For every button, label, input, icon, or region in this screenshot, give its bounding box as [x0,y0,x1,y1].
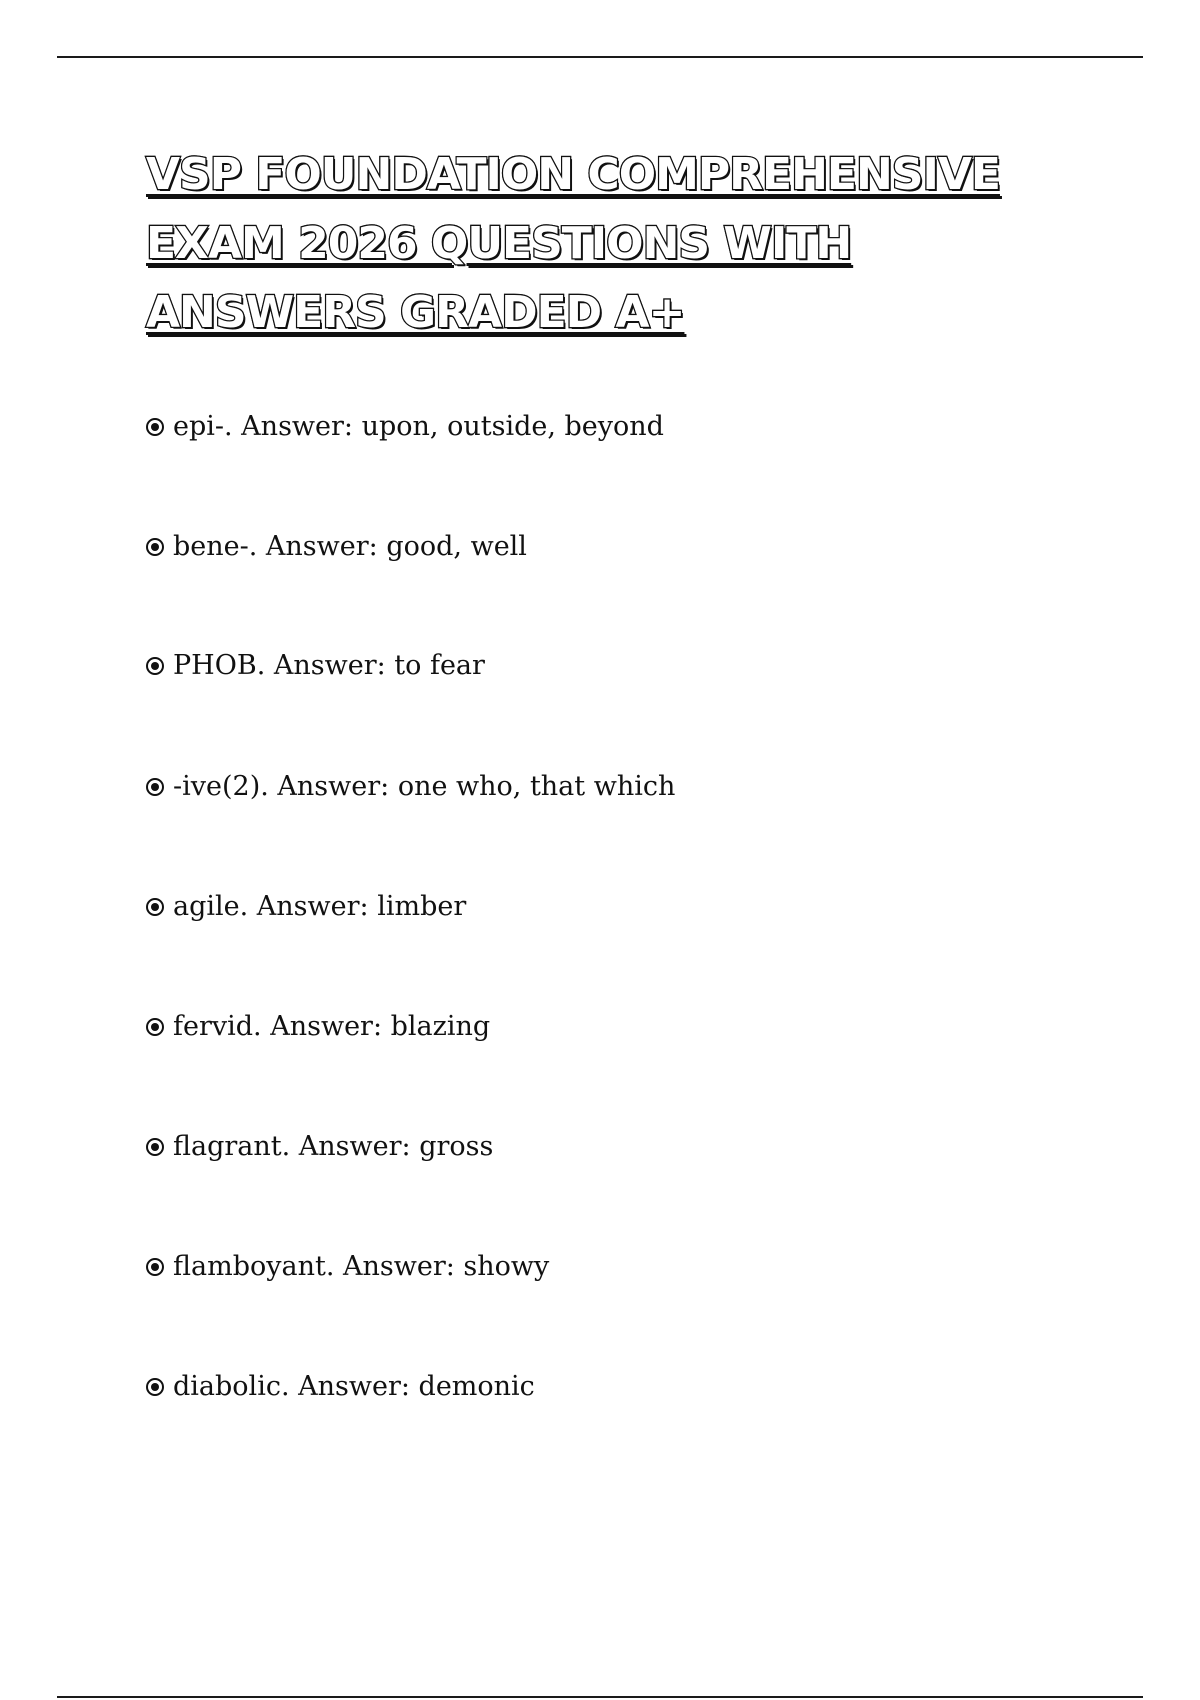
radio-bullet-icon [146,778,164,796]
radio-bullet-icon [146,1138,164,1156]
document-title: VSP FOUNDATION COMPREHENSIVE EXAM 2026 QUESTIONS WITH ANSWERS GRADED A+ [146,149,1000,338]
qa-text: flagrant. Answer: gross [173,1131,494,1162]
qa-text: epi-. Answer: upon, outside, beyond [173,411,664,442]
qa-text: fervid. Answer: blazing [173,1011,491,1042]
radio-bullet-icon [146,1018,164,1036]
qa-text: PHOB. Answer: to fear [173,650,485,681]
qa-item [146,1370,535,1404]
qa-text: bene-. Answer: good, well [173,531,527,562]
qa-text: -ive(2). Answer: one who, that which [173,771,676,802]
qa-item [146,1130,493,1164]
radio-bullet-icon [146,1258,164,1276]
qa-text: flamboyant. Answer: showy [173,1251,550,1282]
qa-item [146,649,485,683]
qa-item [146,1250,549,1284]
qa-item [146,890,466,924]
qa-item [146,770,675,804]
qa-text: diabolic. Answer: demonic [173,1371,535,1402]
radio-bullet-icon [146,1378,164,1396]
qa-item [146,1010,490,1044]
bottom-rule [57,1696,1143,1698]
qa-item [146,530,527,564]
radio-bullet-icon [146,657,164,675]
radio-bullet-icon [146,418,164,436]
radio-bullet-icon [146,538,164,556]
qa-item [146,410,664,444]
top-rule [57,56,1143,58]
radio-bullet-icon [146,898,164,916]
qa-text: agile. Answer: limber [173,891,467,922]
